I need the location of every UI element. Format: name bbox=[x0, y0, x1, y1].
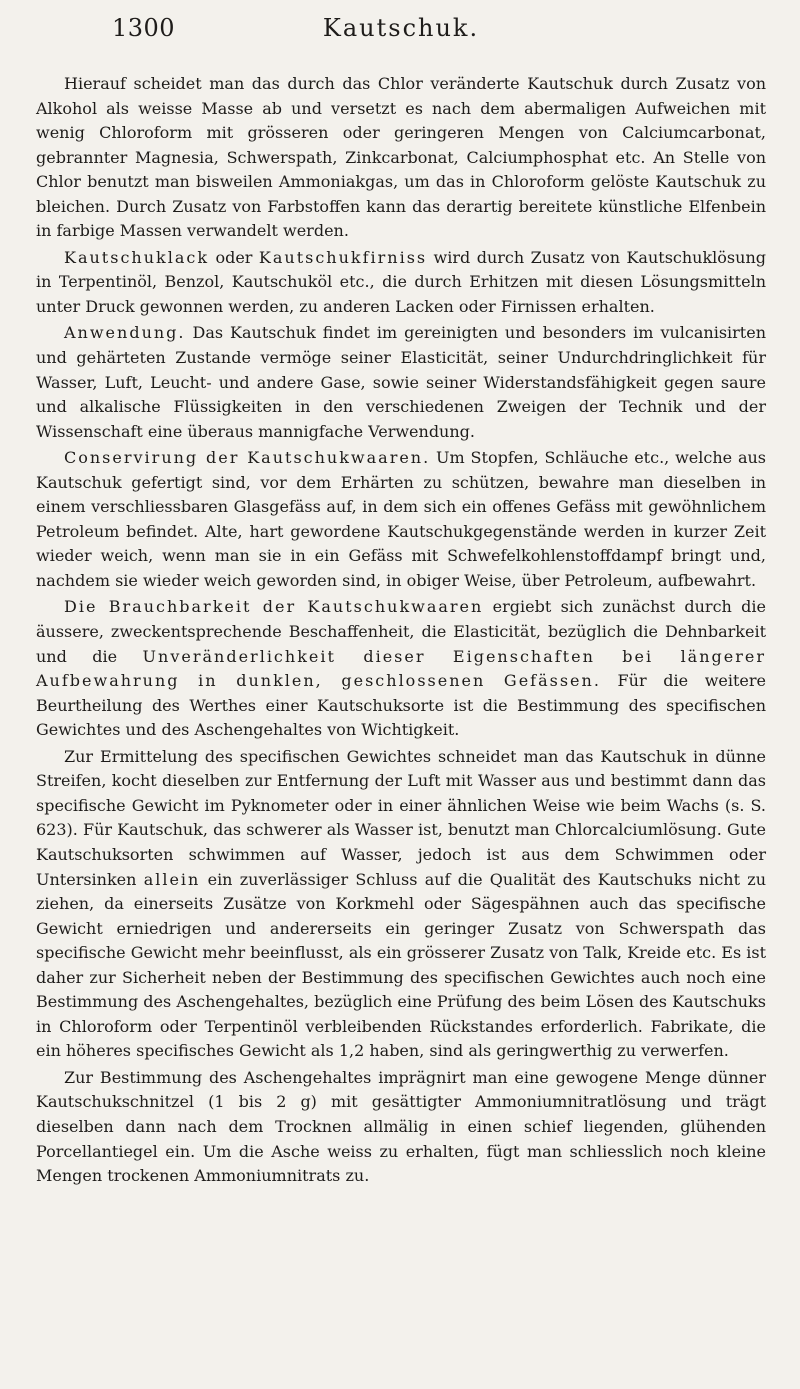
paragraph-text: Hierauf scheidet man das durch das Chlor veränderte Kautschuk durch Zusatz von Alkohol als weisse Masse ab und versetzt es nach dem abermaligen Aufweichen mit wenig Chloroform mit grösseren oder geringeren Mengen von Calciumcarbonat, gebrannter Magnesia, Schwerspath, Zinkcarbonat, Calciumphosphat etc. An Stelle von Chlor benutzt man bisweilen Ammoniakgas, um das in Chloroform gelöste Kautschuk zu bleichen. Durch Zusatz von Farbstoffen kann das derartig bereitete künstliche Elfenbein in farbige Massen verwandelt werden. bbox=[36, 74, 766, 241]
spaced-term: Kautschuklack bbox=[64, 247, 210, 267]
paragraph bbox=[36, 446, 766, 593]
paragraph-text: Zur Bestimmung des Aschengehaltes imprägnirt man eine gewogene Menge dünner Kautschukschnitzel (1 bis 2 g) mit gesättigter Ammoniumnitratlösung und trägt dieselben dann nach dem Trocknen allmälig in einen schief liegenden, glühenden Porcellantiegel ein. Um die Asche weiss zu erhalten, fügt man schliesslich noch kleine Mengen trockenen Ammoniumnitrats zu. bbox=[36, 1067, 766, 1186]
page-header bbox=[36, 8, 766, 52]
paragraph-text: ergiebt sich zunächst durch die äussere, zweckentsprechende Beschaffenheit, die Elasticität, bezüglich die Dehnbarkeit und die bbox=[36, 597, 766, 666]
paragraph-text: Zur Ermittelung des specifischen Gewichtes schneidet man das Kautschuk in dünne Streifen, kocht dieselben zur Entfernung der Luft mit Wasser aus und bestimmt dann das specifische Gewicht im Pyknometer oder in einer ähnlichen Weise wie beim Wachs (s. S. 623). Für Kautschuk, das schwerer als Wasser ist, benutzt man Chlorcalciumlösung. Gute Kautschuksorten schwimmen auf Wasser, jedoch ist aus dem Schwimmen oder Untersinken bbox=[36, 746, 766, 889]
paragraph bbox=[36, 745, 766, 1064]
paragraph bbox=[36, 321, 766, 444]
paragraph-text: Um Stopfen, Schläuche etc., welche aus Kautschuk gefertigt sind, vor dem Erhärten zu schützen, bewahre man dieselben in einem verschliessbaren Glasgefäss auf, in dem sich ein offenes Gefäss mit gewöhnlichem Petroleum befindet. Alte, hart gewordene Kautschukgegenstände werden in kurzer Zeit wieder weich, wenn man sie in ein Gefäss mit Schwefelkohlenstoffdampf bringt und, nachdem sie wieder weich geworden sind, in obiger Weise, über Petroleum, aufbewahrt. bbox=[36, 448, 766, 590]
running-head: Kautschuk. bbox=[322, 14, 480, 42]
page-number: 1300 bbox=[112, 14, 176, 42]
spaced-term: Anwendung. bbox=[64, 323, 186, 343]
paragraph bbox=[36, 1066, 766, 1189]
body-text bbox=[36, 72, 766, 1189]
spaced-term: Conservirung der Kautschukwaaren. bbox=[64, 448, 431, 468]
paragraph-text: ein zuverlässiger Schluss auf die Qualität des Kautschuks nicht zu ziehen, da einerseits Zusätze von Korkmehl oder Sägespähnen auch das specifische Gewicht erniedrigen und andererseits ein geringer Zusatz von Schwerspath das specifische Gewicht mehr beeinflusst, als ein grösserer Zusatz von Talk, Kreide etc. Es ist daher zur Sicherheit neben der Bestimmung des specifischen Gewichtes auch noch eine Bestimmung des Aschengehaltes, bezüglich eine Prüfung des beim Lösen des Kautschuks in Chloroform oder Terpentinöl verbleibenden Rückstandes erforderlich. Fabrikate, die ein höheres specifisches Gewicht als 1,2 haben, sind als geringwerthig zu verwerfen. bbox=[36, 869, 767, 1061]
paragraph bbox=[36, 595, 766, 742]
paragraph bbox=[36, 246, 766, 320]
paragraph bbox=[36, 72, 766, 244]
paragraph-text: wird durch Zusatz von Kautschuklösung in Terpentinöl, Benzol, Kautschuköl etc., die durch Erhitzen mit diesen Lösungsmitteln unter Druck gewonnen werden, zu anderen Lacken oder Firnissen erhalten. bbox=[36, 247, 766, 316]
spaced-term: Kautschukfirniss bbox=[258, 247, 428, 267]
paragraph-text: Für die weitere Beurtheilung des Werthes einer Kautschuksorte ist die Bestimmung des specifischen Gewichtes und des Aschengehaltes von Wichtigkeit. bbox=[36, 671, 767, 740]
paragraph-text: Das Kautschuk findet im gereinigten und besonders im vulcanisirten und gehärteten Zustande vermöge seiner Elasticität, seiner Undurchdringlichkeit für Wasser, Luft, Leucht- und andere Gase, sowie seiner Widerstandsfähigkeit gegen saure und alkalische Flüssigkeiten in den verschiedenen Zweigen der Technik und der Wissenschaft eine überaus mannigfache Verwendung. bbox=[36, 323, 766, 441]
spaced-term: allein bbox=[143, 869, 201, 889]
spaced-term: Die Brauchbarkeit der Kautschukwaaren bbox=[64, 597, 484, 617]
spaced-term: Unveränderlichkeit dieser Eigenschaften bei längerer Aufbewahrung in dunklen, geschlossenen Gefässen. bbox=[36, 646, 766, 691]
paragraph-text: oder bbox=[209, 247, 259, 267]
